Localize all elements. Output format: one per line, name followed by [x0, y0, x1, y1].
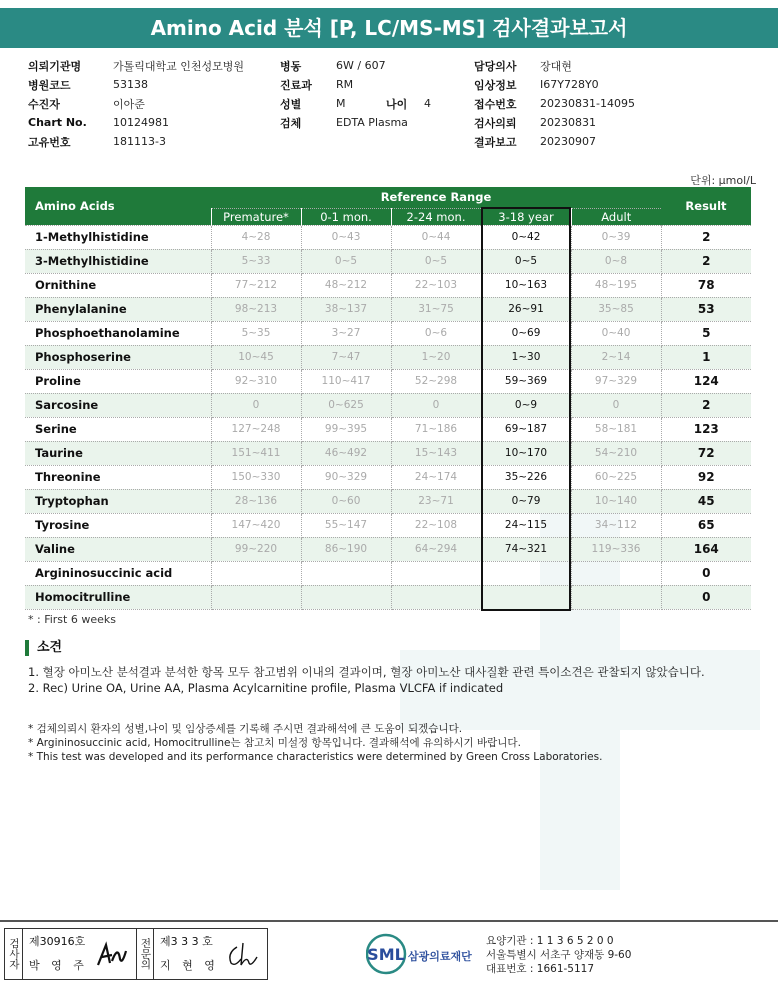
amino-acid-name: Tyrosine — [25, 513, 211, 537]
reference-range-cell: 147~420 — [211, 513, 301, 537]
reference-range-cell: 26~91 — [481, 297, 571, 321]
info-label: 임상정보 — [474, 78, 517, 92]
reference-range-cell: 4~28 — [211, 225, 301, 249]
reference-range-cell: 0~69 — [481, 321, 571, 345]
amino-acid-name: Phosphoethanolamine — [25, 321, 211, 345]
info-label: 병동 — [280, 59, 302, 73]
age-label: 나이 — [386, 97, 408, 111]
info-value: 20230907 — [540, 135, 596, 148]
table-row — [25, 417, 751, 441]
ref-group-header: 2-24 mon. — [391, 208, 481, 225]
signature-cell — [23, 929, 136, 979]
result-cell: 45 — [661, 489, 751, 513]
reference-range-cell: 48~195 — [571, 273, 661, 297]
reference-range-cell: 119~336 — [571, 537, 661, 561]
info-label: 검사의뢰 — [474, 116, 517, 130]
lab-info-line: 서울특별시 서초구 양재동 9-60 — [486, 949, 632, 961]
reference-range-cell — [301, 561, 391, 585]
table-row — [25, 273, 751, 297]
reference-range-cell: 22~103 — [391, 273, 481, 297]
reference-range-cell: 35~226 — [481, 465, 571, 489]
reference-range-cell: 3~27 — [301, 321, 391, 345]
footnote: * : First 6 weeks — [28, 613, 116, 626]
table-row — [25, 393, 751, 417]
reference-range-cell: 22~108 — [391, 513, 481, 537]
amino-acid-name: 1-Methylhistidine — [25, 225, 211, 249]
reference-range-cell: 34~112 — [571, 513, 661, 537]
reference-range-cell: 77~212 — [211, 273, 301, 297]
role-text: 전문의 — [139, 938, 152, 970]
notes — [28, 722, 602, 764]
reference-range-cell: 5~35 — [211, 321, 301, 345]
reference-range-cell — [481, 561, 571, 585]
reference-range-cell — [571, 585, 661, 609]
reference-range-cell: 0~9 — [481, 393, 571, 417]
reference-range-cell — [391, 561, 481, 585]
col-header-result: Result — [661, 187, 751, 225]
info-label: 검체 — [280, 116, 302, 130]
amino-acid-name: Argininosuccinic acid — [25, 561, 211, 585]
reference-range-cell: 52~298 — [391, 369, 481, 393]
reference-range-cell: 15~143 — [391, 441, 481, 465]
reference-range-cell: 35~85 — [571, 297, 661, 321]
amino-acid-name: Homocitrulline — [25, 585, 211, 609]
reference-range-cell: 99~395 — [301, 417, 391, 441]
reference-range-cell: 98~213 — [211, 297, 301, 321]
info-label: 수진자 — [28, 97, 60, 111]
result-cell: 1 — [661, 345, 751, 369]
info-value: 이아준 — [113, 97, 145, 111]
info-value: 가톨릭대학교 인천성모병원 — [113, 59, 245, 73]
ref-group-header: Adult — [571, 208, 661, 225]
age-value: 4 — [424, 97, 431, 110]
table-row — [25, 321, 751, 345]
reference-range-cell: 92~310 — [211, 369, 301, 393]
reference-range-cell: 0~43 — [301, 225, 391, 249]
info-value: 20230831 — [540, 116, 596, 129]
info-value: M — [336, 97, 346, 110]
info-value: 6W / 607 — [336, 59, 386, 72]
result-cell: 2 — [661, 393, 751, 417]
reference-range-cell: 1~30 — [481, 345, 571, 369]
reference-range-cell: 0~39 — [571, 225, 661, 249]
reference-range-cell: 151~411 — [211, 441, 301, 465]
handwritten-signature — [94, 939, 128, 971]
signer-name: 지 현 영 — [160, 959, 219, 972]
logo-mark: SML — [367, 945, 405, 964]
reference-range-cell: 10~45 — [211, 345, 301, 369]
reference-range-cell: 86~190 — [301, 537, 391, 561]
table-row — [25, 225, 751, 249]
result-cell: 92 — [661, 465, 751, 489]
col-header-amino-acids: Amino Acids — [25, 187, 211, 225]
reference-range-cell: 71~186 — [391, 417, 481, 441]
reference-range-cell: 5~33 — [211, 249, 301, 273]
table-row — [25, 561, 751, 585]
amino-acid-name: Threonine — [25, 465, 211, 489]
finding-line: 2. Rec) Urine OA, Urine AA, Plasma Acylcarnitine profile, Plasma VLCFA if indicated — [28, 681, 504, 695]
ref-group-header: Premature* — [211, 208, 301, 225]
reference-range-cell: 48~212 — [301, 273, 391, 297]
reference-range-cell: 64~294 — [391, 537, 481, 561]
unit-label: 단위: μmol/L — [690, 174, 756, 187]
role-text: 검사자 — [8, 938, 20, 970]
reference-range-cell: 7~47 — [301, 345, 391, 369]
table-row — [25, 537, 751, 561]
info-label: 담당의사 — [474, 59, 517, 73]
handwritten-signature — [223, 939, 259, 971]
signature-role — [5, 929, 23, 979]
info-right — [474, 56, 635, 151]
signature-cell — [154, 929, 267, 979]
info-label: 접수번호 — [474, 97, 517, 111]
table-row — [25, 297, 751, 321]
table-row — [25, 585, 751, 609]
reference-range-cell: 23~71 — [391, 489, 481, 513]
info-label: 의뢰기관명 — [28, 59, 82, 73]
col-header-reference-range: Reference Range — [211, 187, 661, 208]
reference-range-cell: 0~44 — [391, 225, 481, 249]
amino-acid-name: Ornithine — [25, 273, 211, 297]
reference-range-cell: 46~492 — [301, 441, 391, 465]
reference-range-cell: 0~625 — [301, 393, 391, 417]
info-left — [28, 56, 244, 151]
amino-acid-name: 3-Methylhistidine — [25, 249, 211, 273]
table-row — [25, 345, 751, 369]
reference-range-cell: 0~5 — [481, 249, 571, 273]
lab-info-line: 대표번호 : 1661-5117 — [486, 963, 595, 975]
reference-range-cell: 74~321 — [481, 537, 571, 561]
reference-range-cell: 0 — [571, 393, 661, 417]
amino-acid-name: Tryptophan — [25, 489, 211, 513]
note-line: * Argininosuccinic acid, Homocitrulline는 참고치 미설정 항목입니다. 결과해석에 유의하시기 바랍니다. — [28, 737, 521, 749]
info-label: 결과보고 — [474, 135, 517, 149]
reference-range-cell: 0~79 — [481, 489, 571, 513]
org-name: 삼광의료재단 — [408, 950, 472, 963]
note-line: * This test was developed and its performance characteristics were determined by Green Cross Laboratories. — [28, 751, 603, 763]
info-value: 53138 — [113, 78, 148, 91]
lab-info — [486, 934, 631, 976]
reference-range-cell: 10~163 — [481, 273, 571, 297]
reference-range-cell: 24~115 — [481, 513, 571, 537]
reference-range-cell: 58~181 — [571, 417, 661, 441]
reference-range-cell: 0~8 — [571, 249, 661, 273]
result-cell: 72 — [661, 441, 751, 465]
reference-range-cell — [391, 585, 481, 609]
reference-range-cell: 0~40 — [571, 321, 661, 345]
info-mid — [280, 56, 431, 132]
table-row — [25, 465, 751, 489]
license-number: 제3 3 3 호 — [160, 935, 213, 948]
reference-range-cell: 150~330 — [211, 465, 301, 489]
result-cell: 0 — [661, 585, 751, 609]
amino-acid-name: Phosphoserine — [25, 345, 211, 369]
reference-range-cell — [481, 585, 571, 609]
reference-range-cell: 0~42 — [481, 225, 571, 249]
reference-range-cell: 54~210 — [571, 441, 661, 465]
signature-role — [136, 929, 154, 979]
result-cell: 65 — [661, 513, 751, 537]
info-value: I67Y728Y0 — [540, 78, 599, 91]
reference-range-cell: 0 — [391, 393, 481, 417]
result-cell: 164 — [661, 537, 751, 561]
info-label: 성별 — [280, 97, 302, 111]
reference-range-cell — [211, 585, 301, 609]
info-label: Chart No. — [28, 116, 87, 129]
result-cell: 53 — [661, 297, 751, 321]
info-value: 181113-3 — [113, 135, 166, 148]
result-cell: 123 — [661, 417, 751, 441]
result-cell: 2 — [661, 225, 751, 249]
amino-acid-name: Sarcosine — [25, 393, 211, 417]
table-row — [25, 441, 751, 465]
table-row — [25, 249, 751, 273]
reference-range-cell: 97~329 — [571, 369, 661, 393]
amino-acid-table-body — [25, 225, 751, 609]
findings-title: 소견 — [25, 640, 62, 656]
table-row — [25, 513, 751, 537]
info-value: 장대현 — [540, 59, 572, 73]
amino-acid-name: Serine — [25, 417, 211, 441]
result-cell: 5 — [661, 321, 751, 345]
info-label: 고유번호 — [28, 135, 71, 149]
reference-range-cell: 69~187 — [481, 417, 571, 441]
info-value: 20230831-14095 — [540, 97, 635, 110]
result-cell: 124 — [661, 369, 751, 393]
result-cell: 2 — [661, 249, 751, 273]
reference-range-cell: 0~60 — [301, 489, 391, 513]
reference-range-cell: 55~147 — [301, 513, 391, 537]
table-row — [25, 489, 751, 513]
reference-range-cell: 0~6 — [391, 321, 481, 345]
reference-range-cell: 99~220 — [211, 537, 301, 561]
amino-acid-name: Phenylalanine — [25, 297, 211, 321]
reference-range-cell: 10~170 — [481, 441, 571, 465]
reference-range-cell: 0 — [211, 393, 301, 417]
note-line: * 검체의뢰시 환자의 성별,나이 및 임상증세를 기록해 주시면 결과해석에 큰 도움이 되겠습니다. — [28, 723, 463, 735]
amino-acid-name: Valine — [25, 537, 211, 561]
reference-range-cell: 24~174 — [391, 465, 481, 489]
license-number: 제30916호 — [29, 935, 86, 948]
reference-range-cell: 60~225 — [571, 465, 661, 489]
reference-range-cell: 10~140 — [571, 489, 661, 513]
bottom-divider — [0, 920, 778, 922]
reference-range-cell: 127~248 — [211, 417, 301, 441]
info-value: EDTA Plasma — [336, 116, 408, 129]
signer-name: 박 영 주 — [29, 959, 88, 972]
reference-range-cell: 28~136 — [211, 489, 301, 513]
report-title: Amino Acid 분석 [P, LC/MS-MS] 검사결과보고서 — [0, 8, 778, 48]
reference-range-cell: 110~417 — [301, 369, 391, 393]
table-row — [25, 369, 751, 393]
reference-range-cell: 31~75 — [391, 297, 481, 321]
result-cell: 0 — [661, 561, 751, 585]
reference-range-cell — [301, 585, 391, 609]
result-cell: 78 — [661, 273, 751, 297]
ref-group-header: 0-1 mon. — [301, 208, 391, 225]
reference-range-cell: 38~137 — [301, 297, 391, 321]
reference-range-cell: 0~5 — [301, 249, 391, 273]
finding-line: 1. 혈장 아미노산 분석결과 분석한 항목 모두 참고범위 이내의 결과이며, 혈장 아미노산 대사질환 관련 특이소견은 관찰되지 않았습니다. — [28, 665, 705, 679]
lab-info-line: 요양기관 : 1 1 3 6 5 2 0 0 — [486, 935, 614, 947]
info-value: 10124981 — [113, 116, 169, 129]
reference-range-cell: 0~5 — [391, 249, 481, 273]
info-label: 진료과 — [280, 78, 312, 92]
signature-box — [4, 928, 268, 980]
reference-range-cell: 59~369 — [481, 369, 571, 393]
ref-group-header: 3-18 year — [481, 208, 571, 225]
reference-range-cell — [211, 561, 301, 585]
info-value: RM — [336, 78, 354, 91]
findings — [28, 664, 705, 696]
info-label: 병원코드 — [28, 78, 71, 92]
amino-acid-table — [25, 187, 751, 610]
amino-acid-name: Proline — [25, 369, 211, 393]
reference-range-cell: 2~14 — [571, 345, 661, 369]
reference-range-cell — [571, 561, 661, 585]
amino-acid-name: Taurine — [25, 441, 211, 465]
reference-range-cell: 90~329 — [301, 465, 391, 489]
reference-range-cell: 1~20 — [391, 345, 481, 369]
